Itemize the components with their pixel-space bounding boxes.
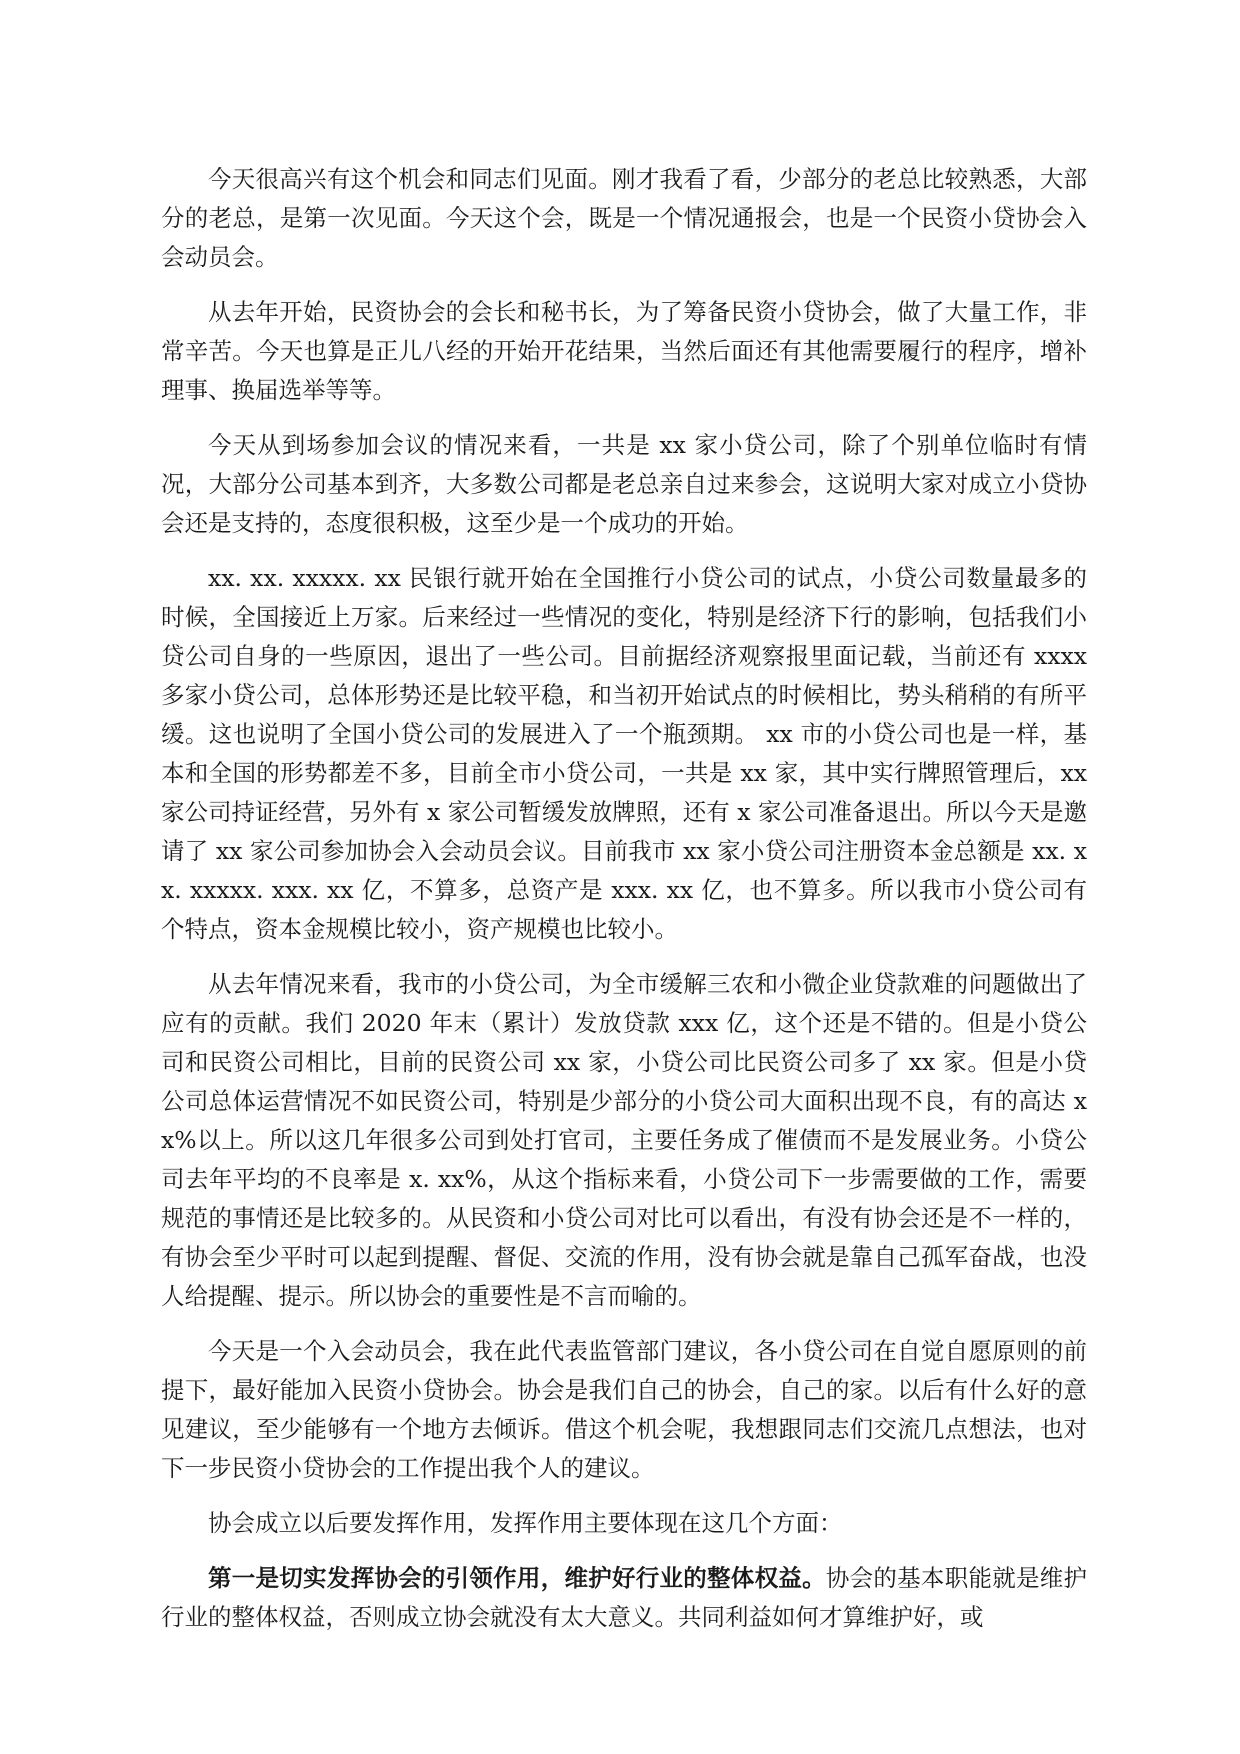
paragraph-text: 协会成立以后要发挥作用，发挥作用主要体现在这几个方面： [208,1509,843,1537]
paragraph-text: 今天从到场参加会议的情况来看，一共是 xx 家小贷公司，除了个别单位临时有情况，大部分公司基本到齐，大多数公司都是老总亲自过来参会，这说明大家对成立小贷协会还是支持的，态度很积极，这至少是一个成功的开始。 [161,431,1087,537]
paragraph-text: xx. xx. xxxxx. xx 民银行就开始在全国推行小贷公司的试点，小贷公司数量最多的时候，全国接近上万家。后来经过一些情况的变化，特别是经济下行的影响，包括我们小贷公司自身的一些原因，退出了一些公司。目前据经济观察报里面记载，当前还有 xxxx 多家小贷公司，总体形势还是比较平稳，和当初开始试点的时候相比，势头稍稍的有所平缓。这也说明了全国小贷公司的发展进入了一个瓶颈期。 xx 市的小贷公司也是一样，基本和全国的形势都差不多，目前全市小贷公司，一共是 xx 家，其中实行牌照管理后，xx 家公司持证经营，另外有 x 家公司暂缓发放牌照，还有 x 家公司准备退出。所以今天是邀请了 xx 家公司参加协会入会动员会议。目前我市 xx 家小贷公司注册资本金总额是 xx. xx. xxxxx. xxx. xx 亿，不算多，总资产是 xxx. xx 亿，也不算多。所以我市小贷公司有个特点，资本金规模比较小，资产规模也比较小。 [161,564,1087,943]
paragraph-6 [161,1332,1087,1488]
paragraph-text: 今天是一个入会动员会，我在此代表监管部门建议，各小贷公司在自觉自愿原则的前提下，最好能加入民资小贷协会。协会是我们自己的协会，自己的家。以后有什么好的意见建议，至少能够有一个地方去倾诉。借这个机会呢，我想跟同志们交流几点想法，也对下一步民资小贷协会的工作提出我个人的建议。 [161,1337,1087,1482]
paragraph-text: 协会的基本职能就是维护行业的整体权益，否则成立协会就没有太大意义。共同利益如何才算维护好，或 [161,1564,1088,1631]
paragraph-4 [161,559,1087,949]
paragraph-3 [161,426,1087,543]
paragraph-5 [161,965,1087,1316]
paragraph-7 [161,1504,1087,1543]
paragraph-lead-bold: 第一是切实发挥协会的引领作用，维护好行业的整体权益。 [208,1564,826,1592]
paragraph-1 [161,160,1087,277]
paragraph-text: 从去年开始，民资协会的会长和秘书长，为了筹备民资小贷协会，做了大量工作，非常辛苦。今天也算是正儿八经的开始开花结果，当然后面还有其他需要履行的程序，增补理事、换届选举等等。 [161,298,1087,404]
paragraph-8 [161,1559,1087,1637]
document-body [161,160,1087,1653]
paragraph-2 [161,293,1087,410]
paragraph-text: 今天很高兴有这个机会和同志们见面。刚才我看了看，少部分的老总比较熟悉，大部分的老总，是第一次见面。今天这个会，既是一个情况通报会，也是一个民资小贷协会入会动员会。 [161,165,1087,271]
paragraph-text: 从去年情况来看，我市的小贷公司，为全市缓解三农和小微企业贷款难的问题做出了应有的贡献。我们 2020 年末（累计）发放贷款 xxx 亿，这个还是不错的。但是小贷公司和民资公司相比，目前的民资公司 xx 家，小贷公司比民资公司多了 xx 家。但是小贷公司总体运营情况不如民资公司，特别是少部分的小贷公司大面积出现不良，有的高达 xx%以上。所以这几年很多公司到处打官司，主要任务成了催债而不是发展业务。小贷公司去年平均的不良率是 x. xx%，从这个指标来看，小贷公司下一步需要做的工作，需要规范的事情还是比较多的。从民资和小贷公司对比可以看出，有没有协会还是不一样的，有协会至少平时可以起到提醒、督促、交流的作用，没有协会就是靠自己孤军奋战，也没人给提醒、提示。所以协会的重要性是不言而喻的。 [161,970,1087,1310]
